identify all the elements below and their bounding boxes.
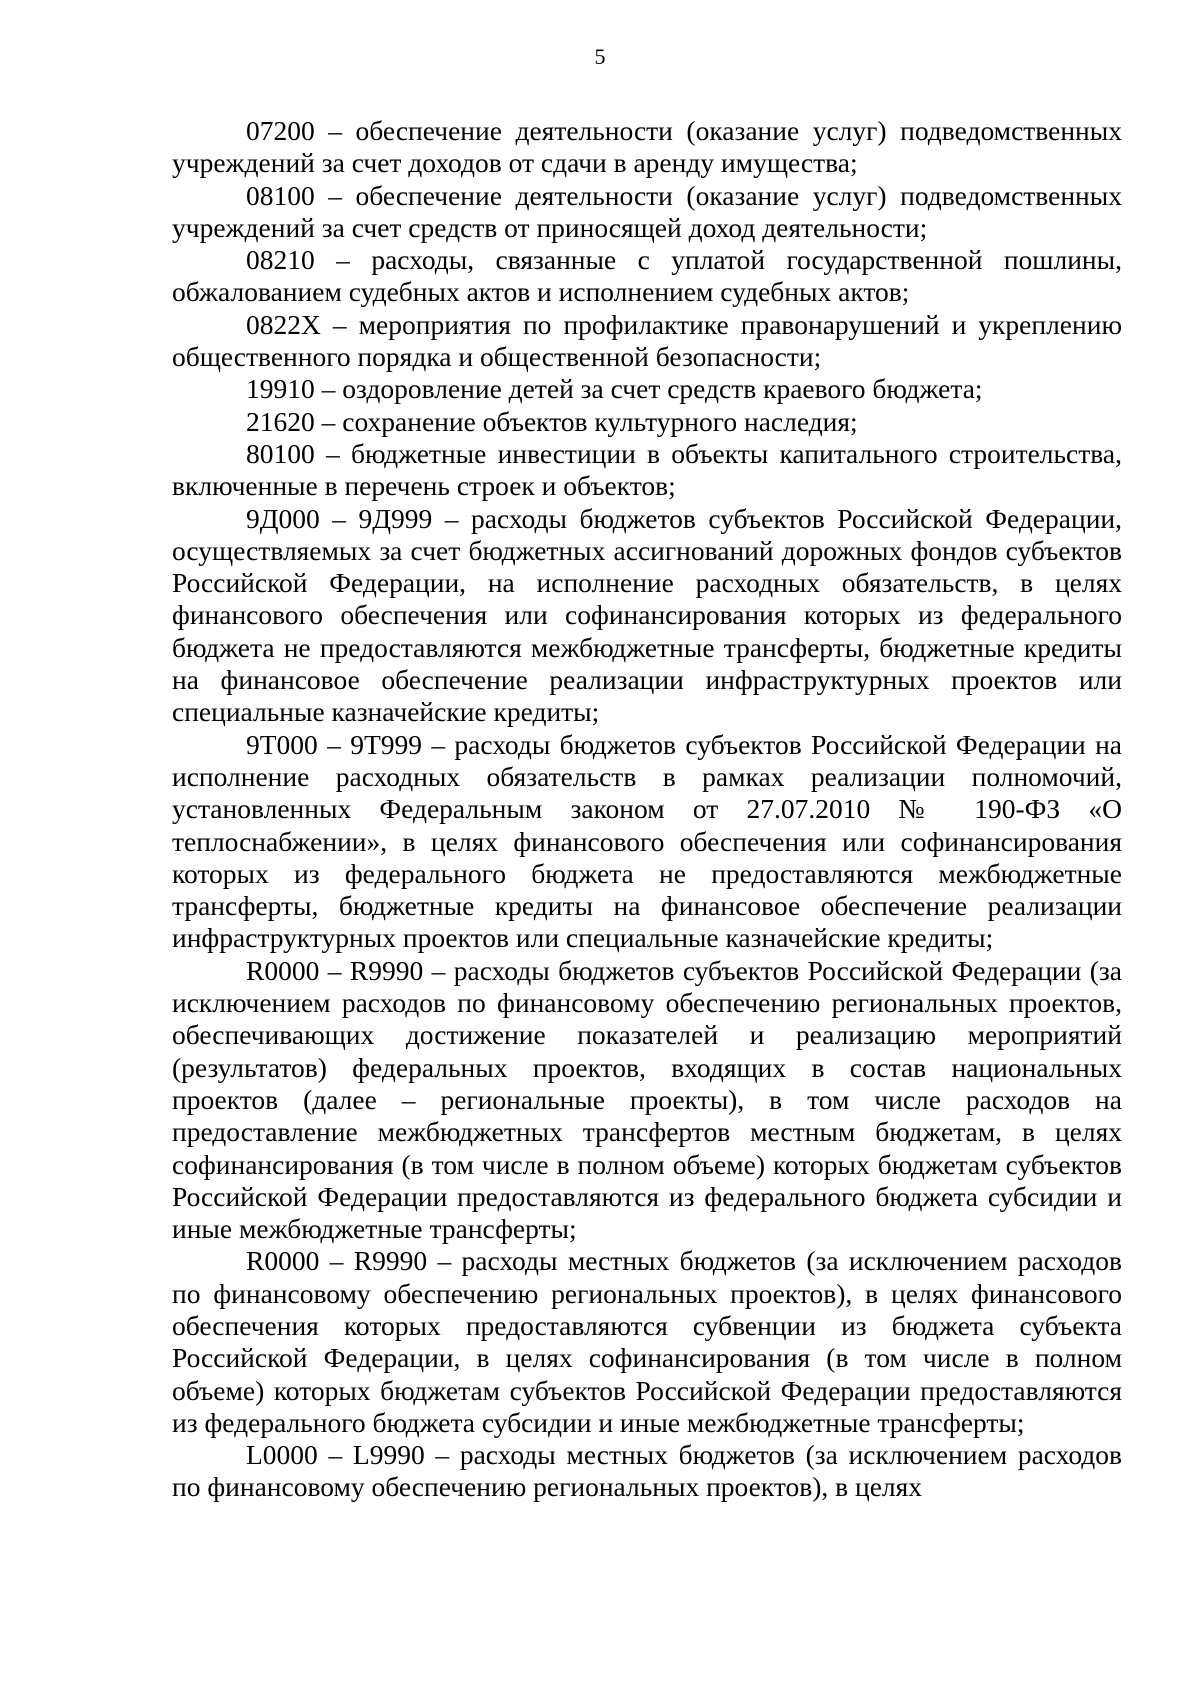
code-paragraph-r0000-local: R0000 – R9990 – расходы местных бюджетов (за исключением расходов по финансовому обеспечению региональных проектов), в целях финансового обеспечения которых предоставляются субвенции из бюджета субъекта Российской Федерации, в целях софинансирования (в том числе в полном объеме) которых бюджетам субъектов Российской Федерации предоставляются из федерального бюджета субсидии и иные межбюджетные трансферты; [172,1245,1122,1438]
code-paragraph-9t000: 9Т000 – 9Т999 – расходы бюджетов субъектов Российской Федерации на исполнение расходных обязательств в рамках реализации полномочий, установленных Федеральным законом от 27.07.2010 № 190-ФЗ «О теплоснабжении», в целях финансового обеспечения или софинансирования которых из федерального бюджета не предоставляются межбюджетные трансферты, бюджетные кредиты на финансовое обеспечение реализации инфраструктурных проектов или специальные казначейские кредиты; [172,728,1122,954]
code-paragraph-07200: 07200 – обеспечение деятельности (оказание услуг) подведомственных учреждений за счет доходов от сдачи в аренду имущества; [172,115,1122,179]
code-paragraph-80100: 80100 – бюджетные инвестиции в объекты капитального строительства, включенные в перечень строек и объектов; [172,437,1122,502]
code-paragraph-19910: 19910 – оздоровление детей за счет средств краевого бюджета; [246,373,983,405]
document-body [172,115,1122,1504]
code-paragraph-08210: 08210 – расходы, связанные с уплатой государственной пошлины, обжалованием судебных актов и исполнением судебных актов; [172,244,1122,308]
code-paragraph-l0000: L0000 – L9990 – расходы местных бюджетов (за исключением расходов по финансовому обеспечению региональных проектов), в целях [172,1439,1122,1503]
page-number: 5 [594,44,606,69]
code-paragraph-21620: 21620 – сохранение объектов культурного наследия; [246,405,858,437]
code-paragraph-0822x: 0822Х – мероприятия по профилактике правонарушений и укреплению общественного порядка и общественной безопасности; [172,308,1122,373]
code-paragraph-9d000: 9Д000 – 9Д999 – расходы бюджетов субъектов Российской Федерации, осуществляемых за счет бюджетных ассигнований дорожных фондов субъектов Российской Федерации, на исполнение расходных обязательств, в целях финансового обеспечения или софинансирования которых из федерального бюджета не предоставляются межбюджетные трансферты, бюджетные кредиты на финансовое обеспечение реализации инфраструктурных проектов или специальные казначейские кредиты; [172,502,1122,728]
code-paragraph-08100: 08100 – обеспечение деятельности (оказание услуг) подведомственных учреждений за счет средств от приносящей доход деятельности; [172,179,1122,243]
code-paragraph-r0000-subjects: R0000 – R9990 – расходы бюджетов субъектов Российской Федерации (за исключением расходов по финансовому обеспечению региональных проектов, обеспечивающих достижение показателей и реализацию мероприятий (результатов) федеральных проектов, входящих в состав национальных проектов (далее – региональные проекты), в том числе расходов на предоставление межбюджетных трансфертов местным бюджетам, в целях софинансирования (в том числе в полном объеме) которых бюджетам субъектов Российской Федерации предоставляются из федерального бюджета субсидии и иные межбюджетные трансферты; [172,954,1122,1245]
